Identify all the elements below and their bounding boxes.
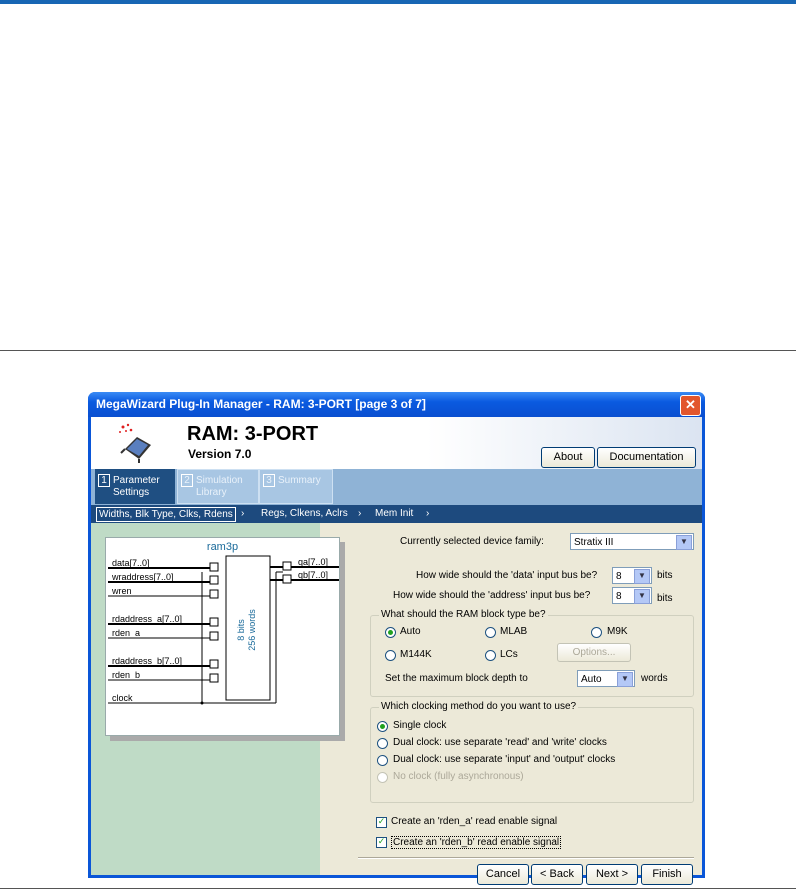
settings-pane: [320, 523, 702, 880]
tab-number: 3: [263, 474, 275, 487]
data-width-value: 8: [616, 571, 622, 582]
max-depth-value: Auto: [581, 674, 602, 685]
tab-summary[interactable]: [259, 469, 333, 504]
address-width-value: 8: [616, 591, 622, 602]
window-title: MegaWizard Plug-In Manager - RAM: 3-PORT [page 3 of 7]: [96, 397, 426, 411]
dual-clock-input-output-radio[interactable]: [377, 755, 388, 766]
tab-label-line2: Library: [196, 487, 227, 498]
breadcrumb: [91, 505, 702, 523]
single-clock-label: Single clock: [393, 720, 447, 731]
ram-block-type-group: [370, 609, 694, 697]
rden-b-checkbox[interactable]: ✓: [377, 837, 386, 847]
tab-number: 2: [181, 474, 193, 487]
signal-qb: qb[7..0]: [298, 570, 329, 580]
clocking-method-group: [370, 701, 694, 803]
block-width-label: 8 bits: [236, 619, 246, 641]
breadcrumb-item-widths[interactable]: Widths, Blk Type, Clks, Rdens: [96, 507, 236, 522]
bottom-divider-line: [0, 888, 796, 889]
ram-type-auto-label: Auto: [400, 626, 421, 637]
diagram-title: ram3p: [206, 541, 239, 553]
ram-type-m144k-radio[interactable]: [385, 650, 396, 661]
rden-a-label: Create an 'rden_a' read enable signal: [391, 816, 558, 827]
max-depth-select[interactable]: [577, 670, 635, 687]
next-button[interactable]: Next >: [586, 864, 638, 885]
single-clock-radio[interactable]: [377, 721, 388, 732]
chevron-right-icon: ›: [426, 508, 430, 519]
signal-rdaddress-b: rdaddress_b[7..0]: [112, 656, 183, 666]
data-width-label: How wide should the 'data' input bus be?: [416, 570, 598, 581]
device-family-label: Currently selected device family:: [400, 536, 544, 547]
tab-simulation-library[interactable]: [177, 469, 259, 504]
max-depth-label: Set the maximum block depth to: [385, 673, 528, 684]
dual-clock-input-output-label: Dual clock: use separate 'input' and 'output' clocks: [393, 754, 616, 765]
close-button[interactable]: ✕: [680, 395, 701, 416]
bits-label: bits: [657, 593, 673, 604]
chevron-down-icon[interactable]: ▼: [634, 569, 650, 584]
chevron-right-icon: ›: [358, 508, 362, 519]
bits-label: bits: [657, 570, 673, 581]
rden-a-checkbox[interactable]: ✓: [377, 817, 386, 827]
signal-data: data[7..0]: [112, 558, 150, 568]
ram-type-mlab-label: MLAB: [500, 626, 528, 637]
chevron-down-icon[interactable]: ▼: [634, 589, 650, 604]
ram-type-lcs-label: LCs: [500, 649, 518, 660]
tab-label: Simulation: [196, 475, 243, 486]
words-label: words: [641, 673, 668, 684]
breadcrumb-item-regs[interactable]: Regs, Clkens, Aclrs: [261, 508, 348, 519]
finish-button[interactable]: Finish: [641, 864, 693, 885]
wizard-window: [88, 392, 705, 878]
rden-b-label: Create an 'rden_b' read enable signal: [393, 837, 560, 848]
no-clock-label: No clock (fully asynchronous): [393, 771, 524, 782]
address-width-select[interactable]: [612, 587, 652, 604]
device-family-value: Stratix III: [574, 537, 614, 548]
tab-label: Parameter: [113, 475, 160, 486]
device-family-select[interactable]: [570, 533, 694, 550]
about-button[interactable]: About: [541, 447, 595, 468]
chevron-right-icon: ›: [241, 508, 245, 519]
block-depth-label: 256 words: [247, 609, 257, 651]
dual-clock-read-write-radio[interactable]: [377, 738, 388, 749]
ram-block-type-label: What should the RAM block type be?: [381, 609, 546, 620]
no-clock-radio[interactable]: [377, 772, 388, 783]
top-accent-bar: [0, 0, 796, 4]
divider-line: [0, 350, 796, 351]
ram-type-mlab-radio[interactable]: [485, 627, 496, 638]
page-title: RAM: 3-PORT: [187, 423, 319, 445]
chevron-down-icon[interactable]: ▼: [676, 535, 692, 550]
dual-clock-read-write-label: Dual clock: use separate 'read' and 'write' clocks: [393, 737, 607, 748]
signal-wraddress: wraddress[7..0]: [112, 572, 174, 582]
signal-rdaddress-a: rdaddress_a[7..0]: [112, 614, 183, 624]
ram-type-m9k-label: M9K: [607, 626, 628, 637]
signal-rden-a: rden_a: [112, 628, 141, 638]
ram-type-lcs-radio[interactable]: [485, 650, 496, 661]
ram-type-m144k-label: M144K: [400, 649, 432, 660]
signal-wren: wren: [112, 586, 132, 596]
window-client: [91, 417, 702, 880]
signal-qa: qa[7..0]: [298, 557, 329, 567]
address-width-label: How wide should the 'address' input bus be?: [393, 590, 591, 601]
data-width-select[interactable]: [612, 567, 652, 584]
tab-parameter-settings[interactable]: [95, 469, 175, 504]
tab-number: 1: [98, 474, 110, 487]
documentation-button[interactable]: Documentation: [597, 447, 696, 468]
ram-type-m9k-radio[interactable]: [591, 627, 602, 638]
ram-type-auto-radio[interactable]: [385, 627, 396, 638]
clocking-method-label: Which clocking method do you want to use?: [381, 701, 577, 712]
block-diagram: [105, 537, 340, 736]
chevron-down-icon[interactable]: ▼: [617, 672, 633, 687]
wizard-header: [91, 417, 702, 469]
cancel-button[interactable]: Cancel: [477, 864, 529, 885]
options-button[interactable]: Options...: [557, 643, 631, 662]
signal-rden-b: rden_b: [112, 670, 141, 680]
footer-divider: [358, 857, 694, 859]
tab-label: Summary: [278, 475, 321, 486]
breadcrumb-item-mem-init[interactable]: Mem Init: [375, 508, 414, 519]
signal-clock: clock: [112, 693, 133, 703]
tab-label-line2: Settings: [113, 487, 150, 498]
title-bar: [88, 392, 705, 417]
megawizard-logo-icon: [117, 423, 157, 463]
back-button[interactable]: < Back: [531, 864, 583, 885]
version-label: Version 7.0: [188, 447, 252, 461]
wizard-tabs: [91, 469, 702, 505]
diagram-pane: [91, 523, 329, 875]
